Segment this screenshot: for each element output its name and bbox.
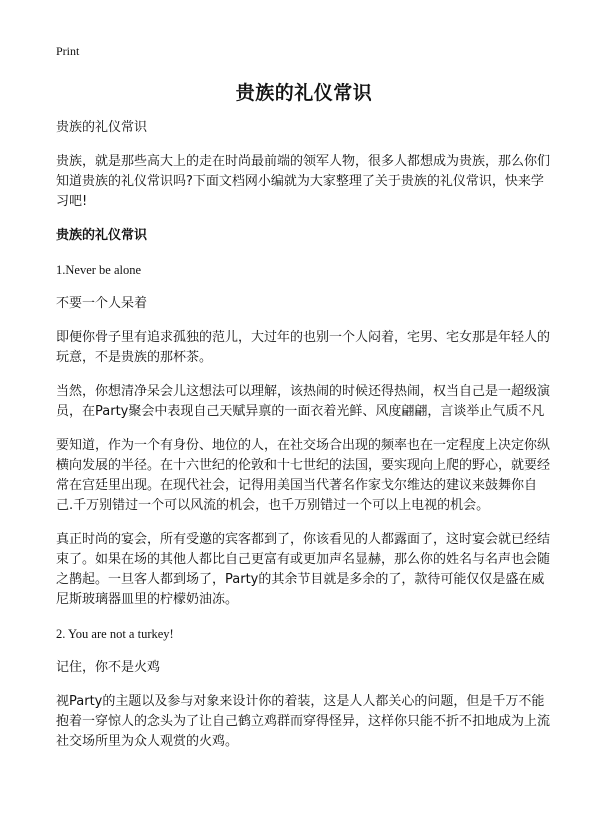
intro-paragraph: 贵族，就是那些高大上的走在时尚最前端的领军人物，很多人都想成为贵族，那么你们知道贵族的礼仪常识吗?下面文档网小编就为大家整理了关于贵族的礼仪常识，快来学习吧! <box>56 154 551 209</box>
print-link[interactable]: Print <box>56 44 80 58</box>
paragraph-5: 视Party的主题以及参与对象来设计你的着装，这是人人都关心的问题，但是千万不能抱着一穿惊人的念头为了让自己鹤立鸡群而穿得怪异，这样你只能不折不扣地成为上流社交场所里为众人观赏的火鸡。 <box>56 694 551 749</box>
rule-2-english: 2. You are not a turkey! <box>56 627 174 641</box>
rule-1-chinese: 不要一个人呆着 <box>56 296 148 311</box>
rule-2-chinese: 记住，你不是火鸡 <box>56 660 161 675</box>
rule-1-english: 1.Never be alone <box>56 263 142 277</box>
paragraph-3: 要知道，作为一个有身份、地位的人，在社交场合出现的频率也在一定程度上决定你纵横向发展的半径。在十六世纪的伦敦和十七世纪的法国，要实现向上爬的野心，就要经常在宫廷里出现。在现代社会，记得用美国当代著名作家戈尔维达的建议来鼓舞你自己.千万别错过一个可以风流的机会，也千万别错过一个可以上电视的机会。 <box>56 438 551 513</box>
section-heading: 贵族的礼仪常识 <box>56 228 148 243</box>
page-title: 贵族的礼仪常识 <box>235 82 373 104</box>
paragraph-1: 即便你骨子里有追求孤独的范儿，大过年的也别一个人闷着，宅男、宅女那是年轻人的玩意，不是贵族的那杯茶。 <box>56 330 551 365</box>
article-body <box>56 118 552 766</box>
paragraph-2: 当然，你想清净呆会儿这想法可以理解，该热闹的时候还得热闹，权当自己是一超级演员，在Party聚会中表现自己天赋异禀的一面衣着光鲜、风度翩翩，言谈举止气质不凡 <box>56 384 551 419</box>
paragraph-4: 真正时尚的宴会，所有受邀的宾客都到了，你该看见的人都露面了，这时宴会就已经结束了。如果在场的其他人都比自己更富有或更加声名显赫，那么你的姓名与名声也会随之鹊起。一旦客人都到场了，Party的其余节目就是多余的了，款待可能仅仅是盛在威尼斯玻璃器皿里的柠檬奶油冻。 <box>56 532 551 607</box>
article-subtitle: 贵族的礼仪常识 <box>56 120 148 135</box>
